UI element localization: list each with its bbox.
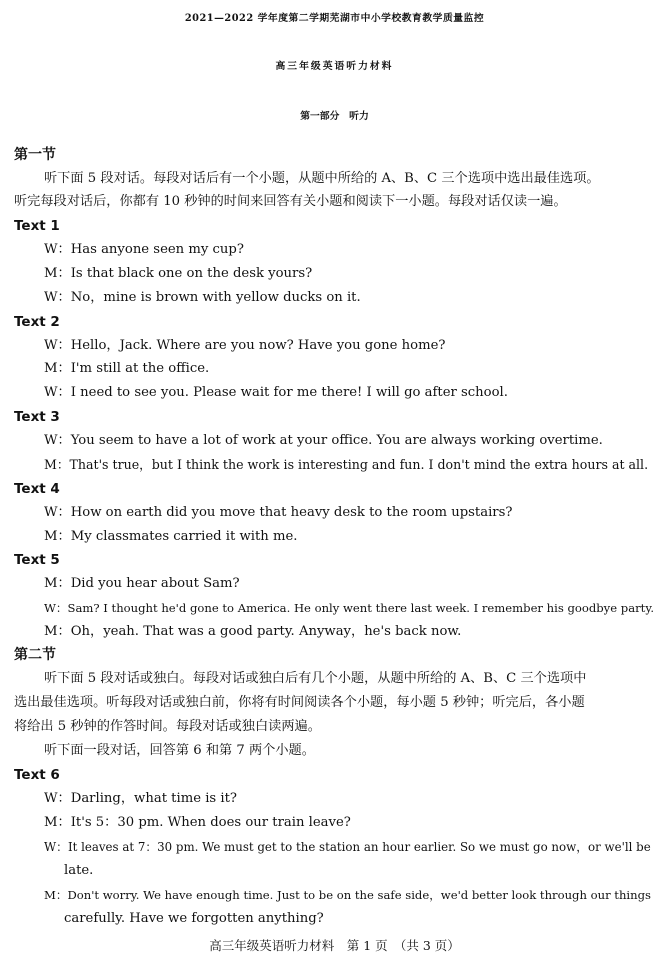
speaker-label: M： — [44, 529, 71, 544]
instruction-line: 听下面 5 段对话。每段对话后有一个小题，从题中所给的 A、B、C 三个选项中选出最佳选项。 — [44, 171, 600, 186]
text-heading: Text 5 — [14, 552, 60, 568]
speaker-label: W： — [44, 433, 71, 448]
dialogue-line — [44, 814, 351, 832]
utterance: Darling，what time is it? — [70, 791, 237, 806]
dialogue-line — [44, 575, 240, 593]
dialogue-line — [44, 265, 312, 283]
dialogue-line — [44, 456, 648, 474]
dialogue-line — [44, 241, 244, 259]
speaker-label: M： — [44, 361, 71, 376]
speaker-label: M： — [44, 624, 71, 639]
exam-title: 2021—2022 学年度第二学期芜湖市中小学校教育教学质量监控 — [184, 13, 485, 24]
text-heading: Text 4 — [14, 481, 60, 497]
utterance: You seem to have a lot of work at your office. You are always working overtime. — [70, 433, 603, 448]
speaker-label: W： — [44, 338, 71, 353]
dialogue-line — [44, 360, 209, 378]
speaker-label: M： — [44, 576, 71, 591]
utterance: Hello，Jack. Where are you now? Have you gone home? — [70, 338, 446, 353]
utterance: It leaves at 7：30 pm. We must get to the station an hour earlier. So we must go now，or we'll be — [67, 840, 651, 854]
instruction-line: 选出最佳选项。听每段对话或独白前，你将有时间阅读各个小题，每小题 5 秒钟；听完后，各小题 — [14, 695, 585, 710]
speaker-label: W： — [44, 791, 71, 806]
instruction-line: 听完每段对话后，你都有 10 秒钟的时间来回答有关小题和阅读下一小题。每段对话仅读一遍。 — [14, 194, 567, 209]
utterance: How on earth did you move that heavy desk to the room upstairs? — [70, 505, 513, 520]
dialogue-line — [44, 623, 461, 641]
text-heading: Text 1 — [14, 218, 60, 234]
utterance: My classmates carried it with me. — [70, 529, 298, 544]
dialogue-line — [44, 384, 508, 402]
speaker-label: M： — [44, 266, 71, 281]
utterance: I'm still at the office. — [70, 361, 210, 376]
document-title: 高三年级英语听力材料 — [275, 61, 394, 72]
utterance: It's 5：30 pm. When does our train leave? — [70, 815, 351, 830]
dialogue-continuation: late. — [64, 863, 94, 878]
dialogue-line — [44, 504, 512, 522]
page-footer: 高三年级英语听力材料 第 1 页 （共 3 页） — [209, 938, 460, 953]
text-heading: Text 6 — [14, 767, 60, 783]
speaker-label: W： — [44, 290, 71, 305]
utterance: I need to see you. Please wait for me there! I will go after school. — [70, 385, 508, 400]
dialogue-line — [44, 528, 298, 546]
dialogue-line — [44, 289, 361, 307]
dialogue-line — [44, 432, 603, 450]
utterance: That's true，but I think the work is interesting and fun. I don't mind the extra hours at all. — [69, 457, 649, 472]
utterance: Did you hear about Sam? — [70, 576, 240, 591]
dialogue-line — [44, 337, 445, 355]
speaker-label: W： — [44, 505, 71, 520]
instruction-line: 将给出 5 秒钟的作答时间。每段对话或独白读两遍。 — [14, 719, 321, 734]
dialogue-line — [44, 790, 237, 808]
dialogue-line — [44, 838, 651, 856]
utterance: Has anyone seen my cup? — [70, 242, 244, 257]
utterance: No，mine is brown with yellow ducks on it. — [70, 290, 361, 305]
speaker-label: M： — [44, 888, 68, 902]
text-heading: Text 3 — [14, 409, 60, 425]
speaker-label: W： — [44, 385, 71, 400]
section-heading: 第一节 — [14, 147, 56, 163]
utterance: Oh，yeah. That was a good party. Anyway，he's back now. — [70, 624, 462, 639]
utterance: Sam? I thought he'd gone to America. He only went there last week. I remember his goodbye party. — [67, 601, 655, 615]
dialogue-line — [44, 886, 651, 904]
dialogue-line — [44, 599, 654, 617]
speaker-label: W： — [44, 242, 71, 257]
part-title: 第一部分 听力 — [300, 111, 369, 122]
speaker-label: M： — [44, 815, 71, 830]
speaker-label: M： — [44, 457, 70, 472]
sub-instruction: 听下面一段对话，回答第 6 和第 7 两个小题。 — [44, 743, 315, 758]
utterance: Is that black one on the desk yours? — [70, 266, 313, 281]
dialogue-continuation: carefully. Have we forgotten anything? — [64, 911, 324, 926]
speaker-label: W： — [44, 601, 68, 615]
instruction-line: 听下面 5 段对话或独白。每段对话或独白后有几个小题，从题中所给的 A、B、C 三个选项中 — [44, 671, 587, 686]
text-heading: Text 2 — [14, 314, 60, 330]
section-heading: 第二节 — [14, 647, 56, 663]
utterance: Don't worry. We have enough time. Just to be on the safe side，we'd better look through our things — [67, 888, 651, 902]
speaker-label: W： — [44, 840, 68, 854]
